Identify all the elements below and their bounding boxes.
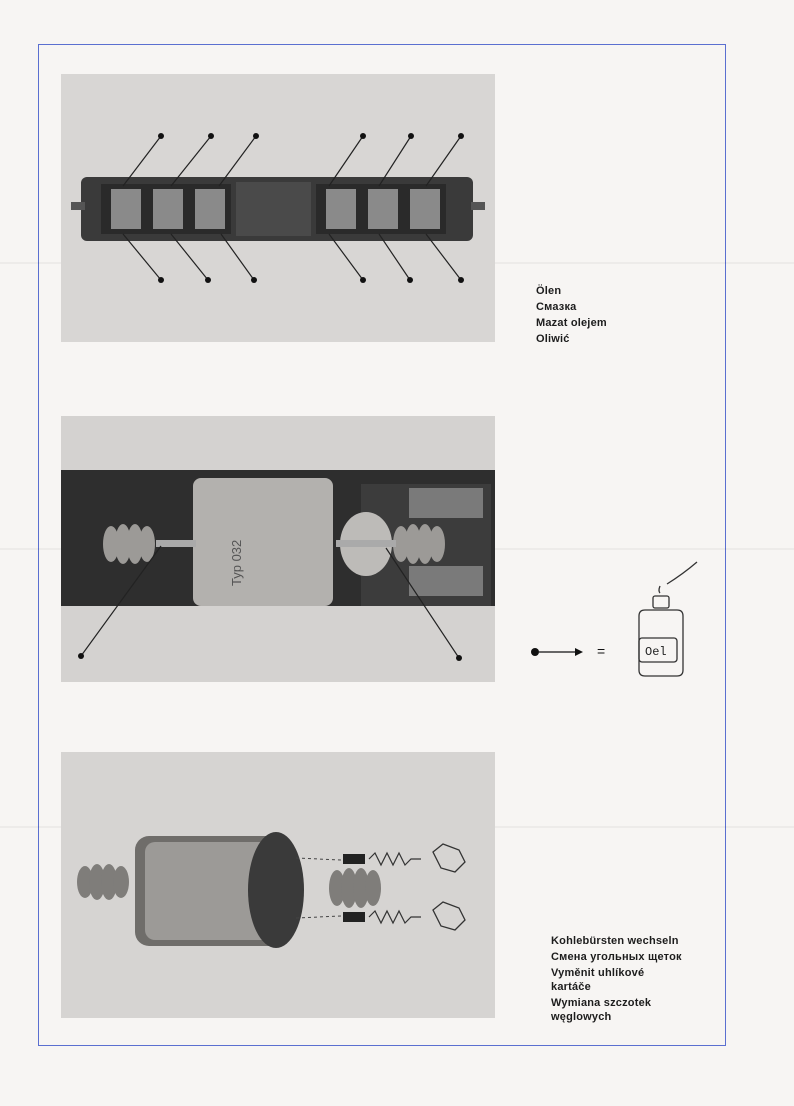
- arrow-icon: [575, 648, 583, 656]
- motor-closeup-photo: [61, 416, 495, 682]
- brush-line-pl: Wymiana szczotek węglowych: [551, 997, 652, 1023]
- oil-instructions: [536, 283, 607, 347]
- oil-point-dot: [531, 648, 539, 656]
- oil-line-pl: Oliwić: [536, 333, 570, 345]
- oil-line-de: Ölen: [536, 285, 562, 297]
- chassis-illustration: [61, 74, 495, 342]
- carbon-brush: [343, 854, 365, 864]
- oil-line-cz: Mazat olejem: [536, 317, 607, 329]
- oil-legend: [525, 560, 705, 690]
- oil-legend-graphic: [525, 560, 705, 690]
- motor-type-stamp: Typ 032: [229, 539, 244, 586]
- bottle-label: Oel: [645, 645, 667, 659]
- brush-line-ru: Смена угольных щеток: [551, 951, 682, 963]
- brush-illustration: [61, 752, 495, 1018]
- carbon-brush: [343, 912, 365, 922]
- carbon-brush-photo: [61, 752, 495, 1018]
- brush-line-de: Kohlebürsten wechseln: [551, 935, 679, 947]
- brush-line-cz: Vyměnit uhlíkové kartáče: [551, 967, 645, 993]
- motor-illustration: [61, 416, 495, 682]
- brush-instructions: [551, 934, 682, 1026]
- chassis-underside-photo: [61, 74, 495, 342]
- legend-equals: =: [597, 643, 606, 659]
- oil-line-ru: Смазка: [536, 301, 577, 313]
